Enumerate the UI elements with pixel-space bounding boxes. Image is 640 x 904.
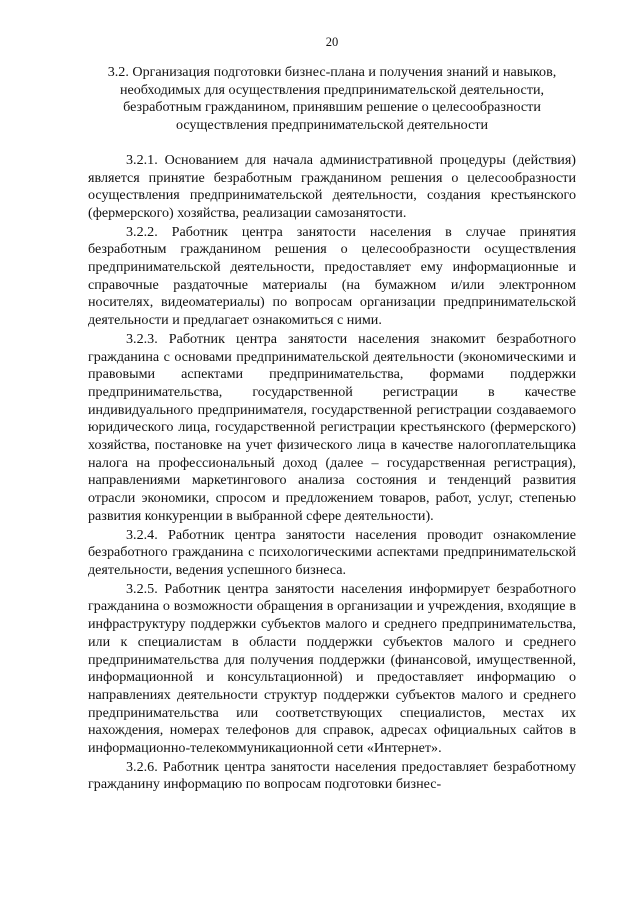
- section-title-line: осуществления предпринимательской деятельности: [175, 117, 489, 134]
- section-title-line: 3.2. Организация подготовки бизнес-плана и получения знаний и навыков,: [107, 64, 557, 80]
- page-number: 20: [325, 35, 339, 49]
- paragraph-3-2-1: 3.2.1. Основанием для начала административной процедуры (действия) является принятие безработным гражданином решения о целесообразности осуществления предпринимательской деятельности, создания крестьянского (фермерского) хозяйства, реализации самозанятости.: [88, 151, 576, 221]
- paragraph-3-2-4: 3.2.4. Работник центра занятости населения проводит ознакомление безработного гражданина с психологическими аспектами предпринимательской деятельности, ведения успешного бизнеса.: [88, 526, 576, 578]
- section-title-line: необходимых для осуществления предпринимательской деятельности,: [119, 81, 545, 98]
- section-title-line: безработным гражданином, принявшим решение о целесообразности: [123, 99, 541, 116]
- paragraph-3-2-5: 3.2.5. Работник центра занятости населения информирует безработного гражданина о возможности обращения в организации и учреждения, входящие в инфраструктуру поддержки субъектов малого и среднего предпринимательства, или к специалистам в области поддержки субъектов малого и среднего предпринимательства для получения поддержки (финансовой, имущественной, информационной и консультационной) и предоставляет информацию о направлениях деятельности структур поддержки субъектов малого и среднего предпринимательства или соответствующих специалистов, местах их нахождения, номерах телефонов для справок, адресах официальных сайтов в информационно-телекоммуникационной сети «Интернет».: [88, 580, 576, 757]
- paragraph-3-2-6: 3.2.6. Работник центра занятости населения предоставляет безработному гражданину информацию по вопросам подготовки бизнес-: [88, 758, 576, 793]
- section-title: [88, 64, 576, 135]
- paragraph-3-2-3: 3.2.3. Работник центра занятости населения знакомит безработного гражданина с основами предпринимательской деятельности (экономическими и правовыми аспектами предпринимательства, формами поддержки предпринимательства, государственной регистрации в качестве индивидуального предпринимателя, государственной регистрации создаваемого юридического лица, государственной регистрации крестьянского (фермерского) хозяйства, постановке на учет физического лица в качестве налогоплательщика налога на профессиональный доход (далее – государственная регистрация), направлениями маркетингового анализа состояния и тенденций развития отрасли экономики, спросом и предложением товаров, работ, услуг, степенью развития конкуренции в выбранной сфере деятельности).: [88, 330, 576, 524]
- paragraph-3-2-2: 3.2.2. Работник центра занятости населения в случае принятия безработным гражданином решения о целесообразности осуществления предпринимательской деятельности, предоставляет ему информационные и справочные раздаточные материалы (на бумажном и/или электронном носителях, видеоматериалы) по вопросам организации предпринимательской деятельности и предлагает ознакомиться с ними.: [88, 223, 576, 329]
